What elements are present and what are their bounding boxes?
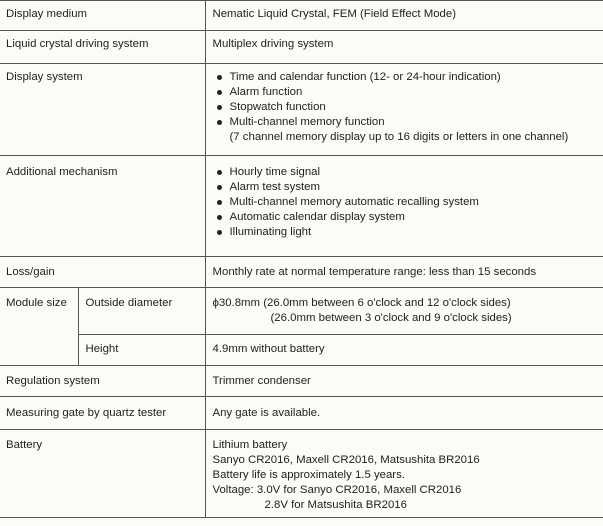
display-system-note: (7 channel memory display up to 16 digits or letters in one channel) <box>229 131 569 143</box>
additional-label: Additional mechanism <box>0 156 205 257</box>
row-module-height <box>0 335 603 366</box>
driving-label: Liquid crystal driving system <box>0 31 205 64</box>
outside-line-1: ϕ30.8mm (26.0mm between 6 o'clock and 12 o'clock sides) <box>212 297 511 309</box>
list-item: Time and calendar function (12- or 24-hour indication) <box>213 70 603 85</box>
row-regulation <box>0 366 603 397</box>
loss-value: Monthly rate at normal temperature range: less than 15 seconds <box>205 257 603 288</box>
additional-value <box>205 156 603 257</box>
list-item: Illuminating light <box>213 225 603 240</box>
list-item: Alarm test system <box>213 180 603 195</box>
battery-value <box>205 430 603 518</box>
row-display-system <box>0 64 603 156</box>
row-additional <box>0 156 603 257</box>
display-system-label: Display system <box>0 64 205 156</box>
battery-line: Lithium battery <box>212 439 288 451</box>
display-system-value <box>205 64 603 156</box>
row-display-medium <box>0 1 603 31</box>
outside-diameter-label: Outside diameter <box>78 288 205 335</box>
outside-line-2: (26.0mm between 3 o'clock and 9 o'clock sides) <box>270 312 512 324</box>
list-item: Stopwatch function <box>213 100 603 115</box>
list-item: Hourly time signal <box>213 165 603 180</box>
display-medium-value: Nematic Liquid Crystal, FEM (Field Effect Mode) <box>205 1 603 31</box>
regulation-value: Trimmer condenser <box>205 366 603 397</box>
row-module-outside <box>0 288 603 335</box>
row-driving <box>0 31 603 64</box>
list-item: Alarm function <box>213 85 603 100</box>
display-medium-label: Display medium <box>0 1 205 31</box>
additional-list <box>213 165 603 240</box>
list-item: Multi-channel memory function <box>213 115 603 130</box>
outside-diameter-value <box>205 288 603 335</box>
battery-line: Voltage: 3.0V for Sanyo CR2016, Maxell CR2016 <box>212 484 462 496</box>
battery-line: Battery life is approximately 1.5 years. <box>212 469 405 481</box>
row-battery <box>0 430 603 518</box>
list-item: Automatic calendar display system <box>213 210 603 225</box>
display-system-list <box>213 70 603 130</box>
battery-line: Sanyo CR2016, Maxell CR2016, Matsushita BR2016 <box>212 454 480 466</box>
height-value: 4.9mm without battery <box>205 335 603 366</box>
measuring-value: Any gate is available. <box>205 397 603 430</box>
regulation-label: Regulation system <box>0 366 205 397</box>
row-measuring <box>0 397 603 430</box>
loss-label: Loss/gain <box>0 257 205 288</box>
list-item: Multi-channel memory automatic recalling system <box>213 195 603 210</box>
driving-value: Multiplex driving system <box>205 31 603 64</box>
module-size-label: Module size <box>0 288 78 366</box>
battery-label: Battery <box>0 430 205 518</box>
height-label: Height <box>78 335 205 366</box>
measuring-label: Measuring gate by quartz tester <box>0 397 205 430</box>
row-loss <box>0 257 603 288</box>
battery-line: 2.8V for Matsushita BR2016 <box>264 499 407 511</box>
